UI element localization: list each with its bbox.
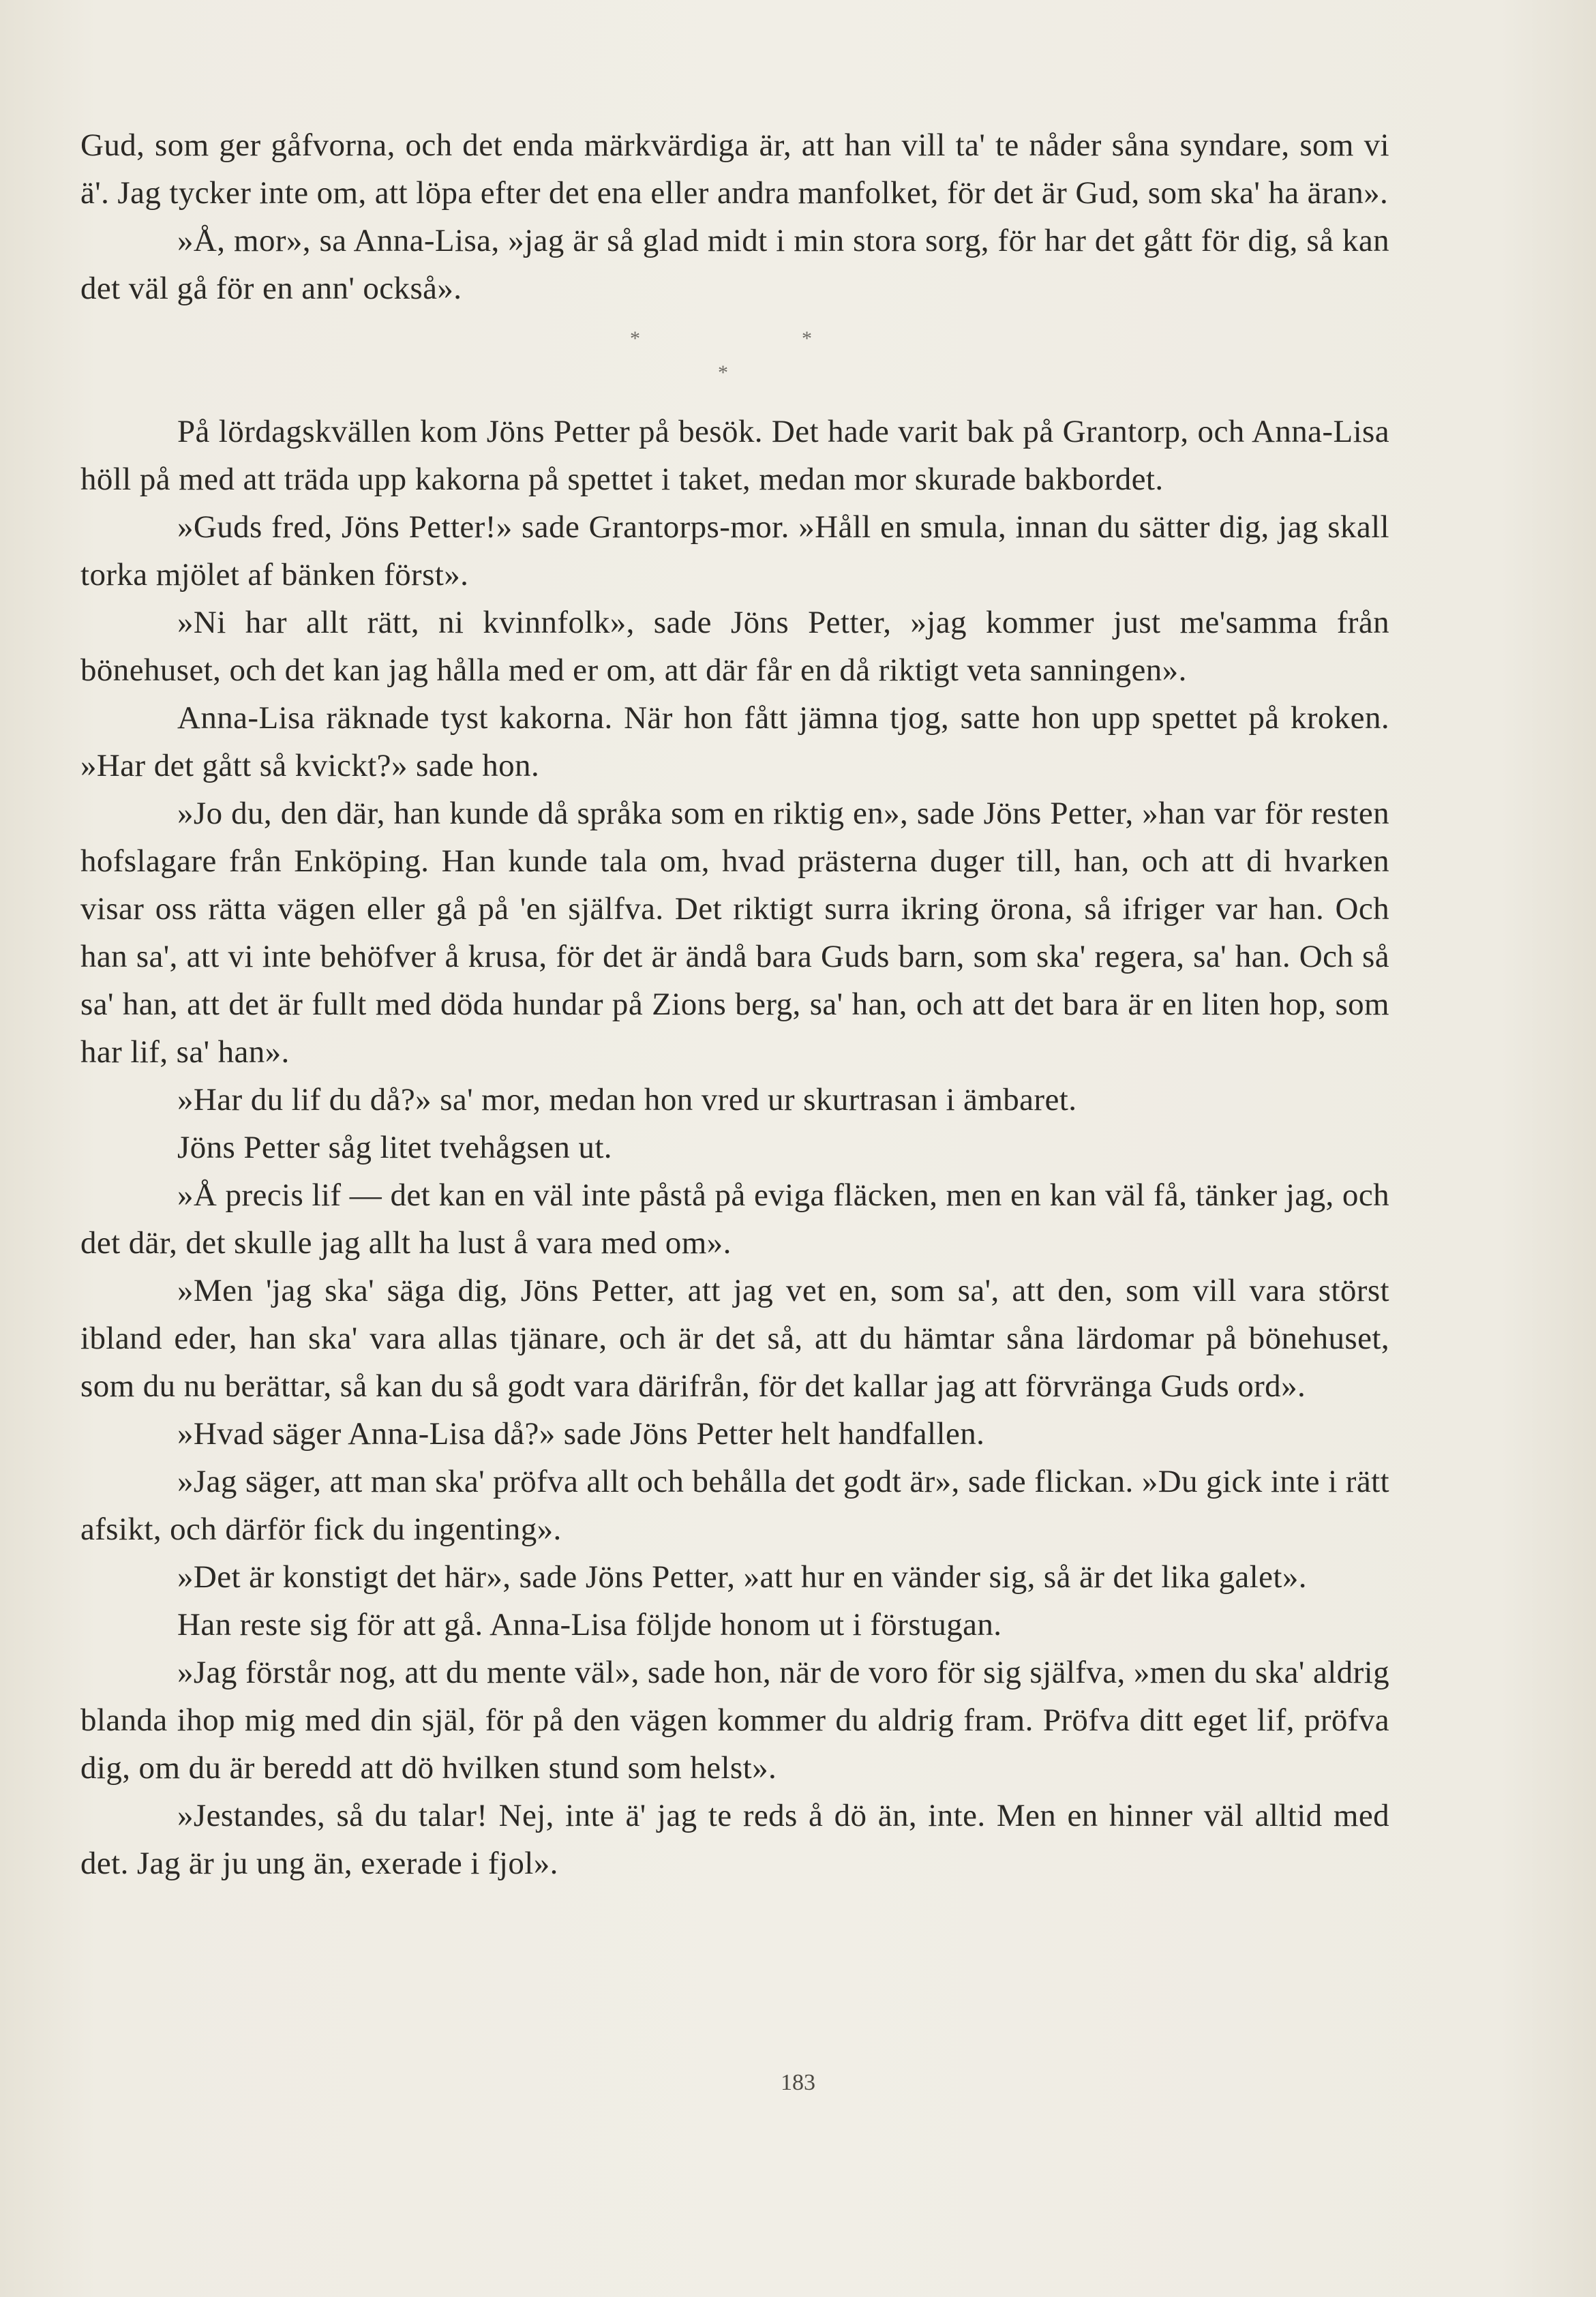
paragraph-4: »Guds fred, Jöns Petter!» sade Grantorps-mor. »Håll en smula, innan du sätter dig, jag skall torka mjölet af bänken först». (80, 509, 1389, 592)
paragraph-14: »Det är konstigt det här», sade Jöns Petter, »att hur en vänder sig, så är det lika galet». (177, 1559, 1307, 1595)
asterisk-left: * (630, 327, 641, 350)
paragraph-7: »Jo du, den där, han kunde då språka som en riktig en», sade Jöns Petter, »han var för resten hofslagare från Enköping. Han kunde tala om, hvad prästerna duger till, han, och att di hvarken visar oss rätta vägen eller gå på 'en själfva. Det riktigt surra ikring örona, så ifriger var han. Och han sa', att vi inte behöfver å krusa, för det är ändå bara Guds barn, som ska' regera, sa' han. Och så sa' han, att det är fullt med döda hundar på Zions berg, sa' han, och att det bara är en liten hop, som har lif, sa' han». (80, 796, 1389, 1070)
paragraph-15: Han reste sig för att gå. Anna-Lisa följde honom ut i förstugan. (177, 1607, 1002, 1642)
section-separator (80, 312, 1389, 408)
paragraph-16: »Jag förstår nog, att du mente väl», sade hon, när de voro för sig själfva, »men du ska' aldrig blanda ihop mig med din själ, för på den vägen kommer du aldrig fram. Pröfva ditt eget lif, pröfva dig, om du är beredd att dö hvilken stund som helst». (80, 1655, 1389, 1786)
paragraph-6: Anna-Lisa räknade tyst kakorna. När hon fått jämna tjog, satte hon upp spettet på kroken. »Har det gått så kvickt?» sade hon. (80, 700, 1389, 783)
asterisk-right: * (802, 327, 813, 350)
paragraph-1: Gud, som ger gåfvorna, och det enda märkvärdiga är, att han vill ta' te nåder såna syndare, som vi ä'. Jag tycker inte om, att löpa efter det ena eller andra manfolket, för det är Gud, som ska' ha äran». (80, 127, 1389, 211)
paragraph-2: »Å, mor», sa Anna-Lisa, »jag är så glad midt i min stora sorg, för har det gått för dig, så kan det väl gå för en ann' också». (80, 223, 1389, 306)
paragraph-11: »Men 'jag ska' säga dig, Jöns Petter, att jag vet en, som sa', att den, som vill vara störst ibland eder, han ska' vara allas tjänare, och är det så, att du hämtar såna lärdomar på bönehuset, som du nu berättar, så kan du så godt vara därifrån, för det kallar jag att förvränga Guds ord». (80, 1273, 1389, 1404)
page-number: 183 (781, 2070, 815, 2095)
paragraph-9: Jöns Petter såg litet tvehågsen ut. (177, 1130, 612, 1165)
paragraph-5: »Ni har allt rätt, ni kvinnfolk», sade Jöns Petter, »jag kommer just me'samma från bönehuset, och det kan jag hålla med er om, att där får en då riktigt veta sanningen». (80, 605, 1389, 688)
paragraph-12: »Hvad säger Anna-Lisa då?» sade Jöns Petter helt handfallen. (177, 1416, 985, 1452)
paragraph-10: »Å precis lif — det kan en väl inte påstå på eviga fläcken, men en kan väl få, tänker jag, och det där, det skulle jag allt ha lust å vara med om». (80, 1177, 1389, 1261)
paragraph-3: På lördagskvällen kom Jöns Petter på besök. Det hade varit bak på Grantorp, och Anna-Lisa höll på med att träda upp kakorna på spettet i taket, medan mor skurade bakbordet. (80, 414, 1389, 497)
paragraph-17: »Jestandes, så du talar! Nej, inte ä' jag te reds å dö än, inte. Men en hinner väl alltid med det. Jag är ju ung än, exerade i fjol». (80, 1798, 1389, 1881)
asterisk-bottom: * (718, 361, 729, 384)
body-text (80, 121, 1389, 1887)
paragraph-13: »Jag säger, att man ska' pröfva allt och behålla det godt är», sade flickan. »Du gick inte i rätt afsikt, och därför fick du ingenting». (80, 1464, 1389, 1547)
paragraph-8: »Har du lif du då?» sa' mor, medan hon vred ur skurtrasan i ämbaret. (177, 1082, 1077, 1117)
